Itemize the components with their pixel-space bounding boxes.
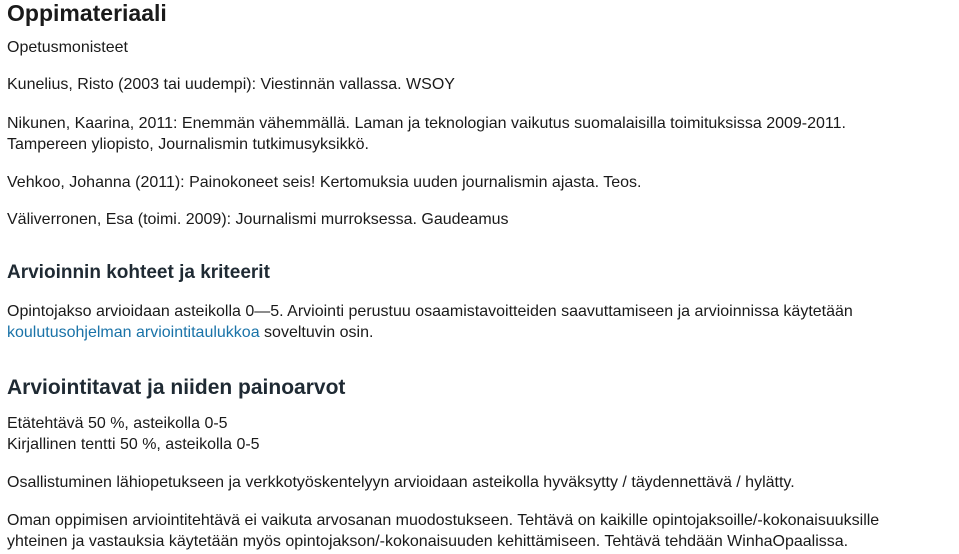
criteria-text-line2 (7, 323, 373, 343)
methods-heading: Arviointitavat ja niiden painoarvot (7, 376, 346, 399)
assessment-table-link[interactable]: koulutusohjelman arviointitaulukkoa (7, 324, 260, 341)
method-item-exam: Kirjallinen tentti 50 %, asteikolla 0-5 (7, 436, 260, 453)
criteria-heading: Arvioinnin kohteet ja kriteerit (7, 262, 270, 283)
method-item-assignment: Etätehtävä 50 %, asteikolla 0-5 (7, 415, 228, 432)
reference-nikunen-publisher: Tampereen yliopisto, Journalismin tutkimusyksikkö. (7, 136, 369, 153)
study-materials-heading: Oppimateriaali (7, 0, 167, 26)
criteria-text-line1: Opintojakso arvioidaan asteikolla 0—5. Arviointi perustuu osaamistavoitteiden saavuttamiseen ja arvioinnissa käytetään (7, 303, 853, 320)
reference-kunelius: Kunelius, Risto (2003 tai uudempi): Viestinnän vallassa. WSOY (7, 76, 455, 93)
participation-text: Osallistuminen lähiopetukseen ja verkkotyöskentelyyn arvioidaan asteikolla hyväksytty / täydennettävä / hylätty. (7, 474, 795, 491)
study-materials-subheading: Opetusmonisteet (7, 39, 128, 56)
reference-nikunen: Nikunen, Kaarina, 2011: Enemmän vähemmällä. Laman ja teknologian vaikutus suomalaisilla toimituksissa 2009-2011. (7, 115, 846, 132)
reference-vehkoo: Vehkoo, Johanna (2011): Painokoneet seis! Kertomuksia uuden journalismin ajasta. Teos. (7, 174, 642, 191)
reference-valiverronen: Väliverronen, Esa (toimi. 2009): Journalismi murroksessa. Gaudeamus (7, 211, 509, 228)
self-assessment-note-line2: yhteinen ja vastauksia käytetään myös opintojakson/-kokonaisuuden kehittämiseen. Tehtävä tehdään WinhaOpaalissa. (7, 533, 849, 550)
self-assessment-note-line1: Oman oppimisen arviointitehtävä ei vaikuta arvosanan muodostukseen. Tehtävä on kaikille opintojaksoille/-kokonaisuuksille (7, 512, 880, 529)
criteria-text-suffix: soveltuvin osin. (259, 324, 374, 341)
